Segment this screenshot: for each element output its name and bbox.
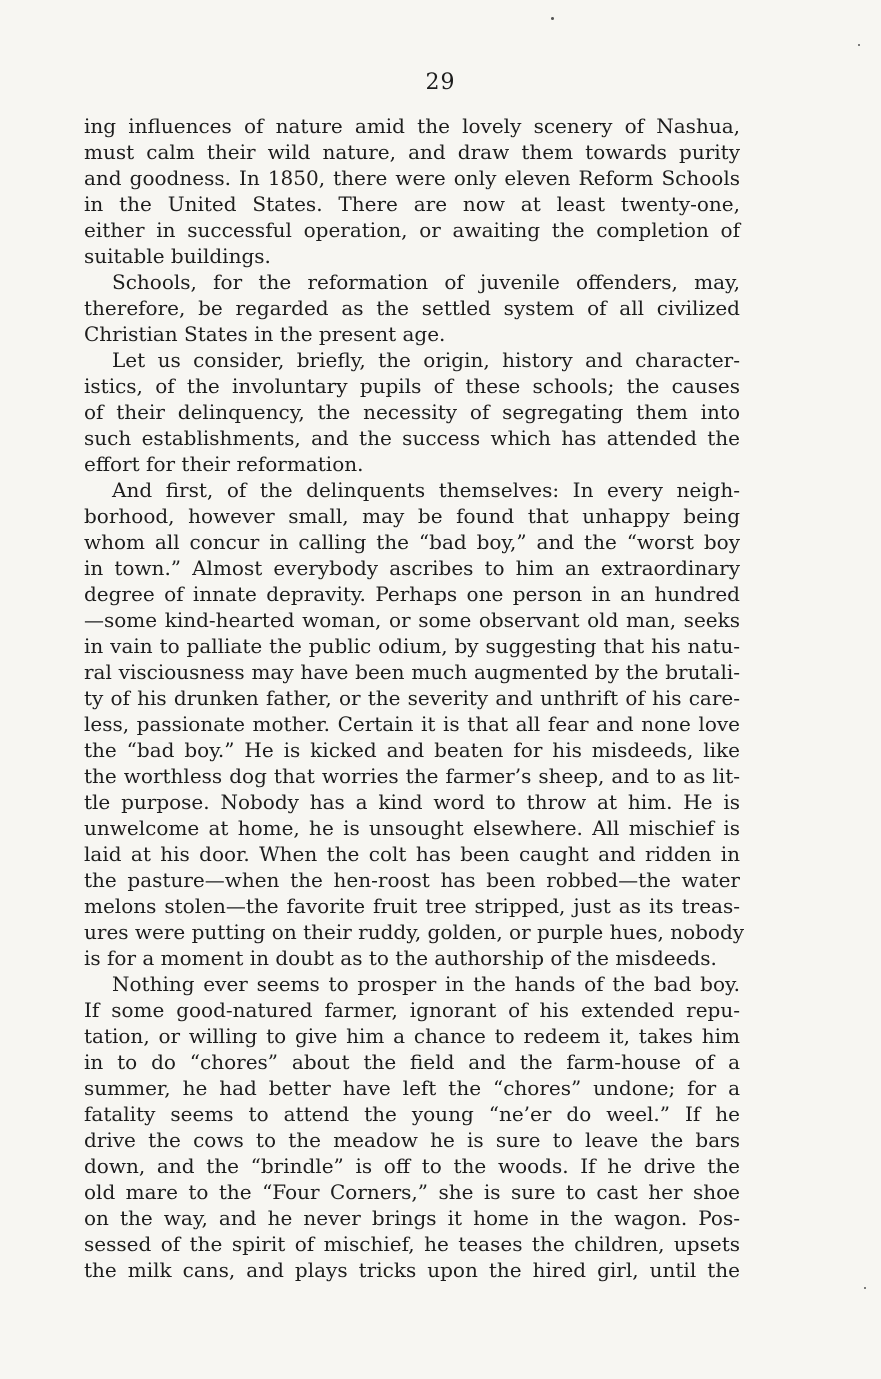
- text-line: borhood, however small, may be found that unhappy being: [84, 504, 740, 528]
- text-line: unwelcome at home, he is unsought elsewhere. All mischief is: [84, 816, 740, 840]
- text-line: old mare to the “Four Corners,” she is sure to cast her shoe: [84, 1180, 740, 1204]
- text-line: drive the cows to the meadow he is sure to leave the bars: [84, 1128, 740, 1152]
- text-line: And first, of the delinquents themselves: In every neigh-: [112, 478, 740, 502]
- text-line: the worthless dog that worries the farmer’s sheep, and to as lit-: [84, 764, 740, 788]
- text-line: istics, of the involuntary pupils of these schools; the causes: [84, 374, 740, 398]
- text-line: less, passionate mother. Certain it is that all fear and none love: [84, 712, 740, 736]
- text-line: on the way, and he never brings it home in the wagon. Pos-: [84, 1206, 740, 1230]
- text-line: in to do “chores” about the field and the farm-house of a: [84, 1050, 740, 1074]
- text-line: sessed of the spirit of mischief, he teases the children, upsets: [84, 1232, 740, 1256]
- paragraph: [84, 269, 740, 347]
- text-line: laid at his door. When the colt has been caught and ridden in: [84, 842, 740, 866]
- text-line: melons stolen—the favorite fruit tree stripped, just as its treas-: [84, 894, 740, 918]
- text-line: the pasture—when the hen-roost has been robbed—the water: [84, 868, 740, 892]
- text-line: whom all concur in calling the “bad boy,” and the “worst boy: [84, 530, 740, 554]
- text-line: either in successful operation, or awaiting the completion of: [84, 218, 740, 242]
- paragraph: [84, 347, 740, 477]
- paragraph: [84, 113, 740, 269]
- text-line: therefore, be regarded as the settled system of all civilized: [84, 296, 740, 320]
- text-line: —some kind-hearted woman, or some observant old man, seeks: [84, 608, 740, 632]
- text-line: ral visciousness may have been much augmented by the brutali-: [84, 660, 740, 684]
- text-line: effort for their reformation.: [84, 452, 364, 476]
- text-line: fatality seems to attend the young “ne’er do weel.” If he: [84, 1102, 740, 1126]
- text-line: is for a moment in doubt as to the authorship of the misdeeds.: [84, 946, 717, 970]
- text-line: in town.” Almost everybody ascribes to him an extraordinary: [84, 556, 740, 580]
- text-line: Let us consider, briefly, the origin, history and character-: [112, 348, 740, 372]
- paragraph: [84, 477, 745, 971]
- print-speck: [858, 44, 860, 46]
- text-line: suitable buildings.: [84, 244, 271, 268]
- paragraph: [84, 971, 740, 1283]
- body-text: [84, 113, 745, 1283]
- text-line: the milk cans, and plays tricks upon the hired girl, until the: [84, 1258, 740, 1282]
- text-line: Nothing ever seems to prosper in the hands of the bad boy.: [112, 972, 740, 996]
- text-line: Schools, for the reformation of juvenile offenders, may,: [112, 270, 740, 294]
- text-line: tation, or willing to give him a chance to redeem it, takes him: [84, 1024, 740, 1048]
- text-line: If some good-natured farmer, ignorant of his extended repu-: [84, 998, 740, 1022]
- text-line: summer, he had better have left the “chores” undone; for a: [84, 1076, 740, 1100]
- text-line: down, and the “brindle” is off to the woods. If he drive the: [84, 1154, 740, 1178]
- text-line: ing influences of nature amid the lovely scenery of Nashua,: [84, 114, 740, 138]
- text-line: the “bad boy.” He is kicked and beaten for his misdeeds, like: [84, 738, 740, 762]
- text-line: in the United States. There are now at least twenty-one,: [84, 192, 740, 216]
- text-line: ures were putting on their ruddy, golden, or purple hues, nobody: [84, 920, 745, 944]
- text-line: in vain to palliate the public odium, by suggesting that his natu-: [84, 634, 740, 658]
- text-line: Christian States in the present age.: [84, 322, 446, 346]
- text-line: ty of his drunken father, or the severity and unthrift of his care-: [84, 686, 740, 710]
- text-line: of their delinquency, the necessity of segregating them into: [84, 400, 740, 424]
- text-line: and goodness. In 1850, there were only eleven Reform Schools: [84, 166, 740, 190]
- print-speck: [551, 17, 554, 20]
- page-number: 29: [425, 70, 456, 95]
- print-speck: [864, 1287, 866, 1289]
- text-line: tle purpose. Nobody has a kind word to throw at him. He is: [84, 790, 740, 814]
- text-line: degree of innate depravity. Perhaps one person in an hundred: [84, 582, 740, 606]
- text-line: must calm their wild nature, and draw them towards purity: [84, 140, 740, 164]
- text-line: such establishments, and the success which has attended the: [84, 426, 740, 450]
